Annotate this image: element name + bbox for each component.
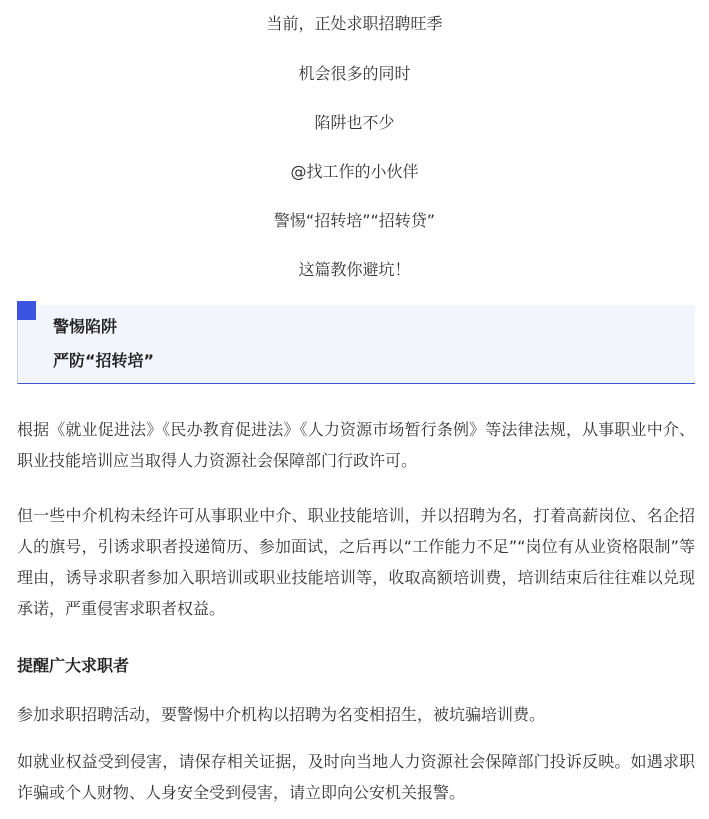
paragraph-report-advice: 如就业权益受到侵害，请保存相关证据，及时向当地人力资源社会保障部门投诉反映。如遇求职诈骗或个人财物、人身安全受到侵害，请立即向公安机关报警。	[17, 752, 695, 802]
intro-line-2: 机会很多的同时	[298, 64, 411, 83]
callout-corner-blue-square	[17, 301, 36, 320]
section-heading-callout	[17, 305, 695, 384]
callout-title-line-1: 警惕陷阱	[53, 317, 118, 336]
callout-title-line-2: 严防“招转培”	[53, 351, 155, 370]
reminder-heading: 提醒广大求职者	[17, 656, 130, 675]
intro-line-1: 当前，正处求职招聘旺季	[266, 14, 443, 33]
paragraph-scam-description: 但一些中介机构未经许可从事职业中介、职业技能培训，并以招聘为名，打着高薪岗位、名企招人的旗号，引诱求职者投递简历、参加面试，之后再以“工作能力不足”“岗位有从业资格限制”等理由，诱导求职者参加入职培训或职业技能培训等，收取高额培训费，培训结束后往往难以兑现承诺，严重侵害求职者权益。	[17, 506, 695, 618]
intro-line-3: 陷阱也不少	[314, 113, 395, 132]
intro-line-4: @找工作的小伙伴	[290, 162, 419, 181]
intro-line-5: 警惕“招转培”“招转贷”	[273, 211, 436, 230]
paragraph-legal-basis: 根据《就业促进法》《民办教育促进法》《人力资源市场暂行条例》等法律法规，从事职业中介、职业技能培训应当取得人力资源社会保障部门行政许可。	[17, 420, 695, 470]
paragraph-warning: 参加求职招聘活动，要警惕中介机构以招聘为名变相招生，被坑骗培训费。	[17, 705, 546, 724]
intro-line-6: 这篇教你避坑！	[298, 260, 411, 279]
